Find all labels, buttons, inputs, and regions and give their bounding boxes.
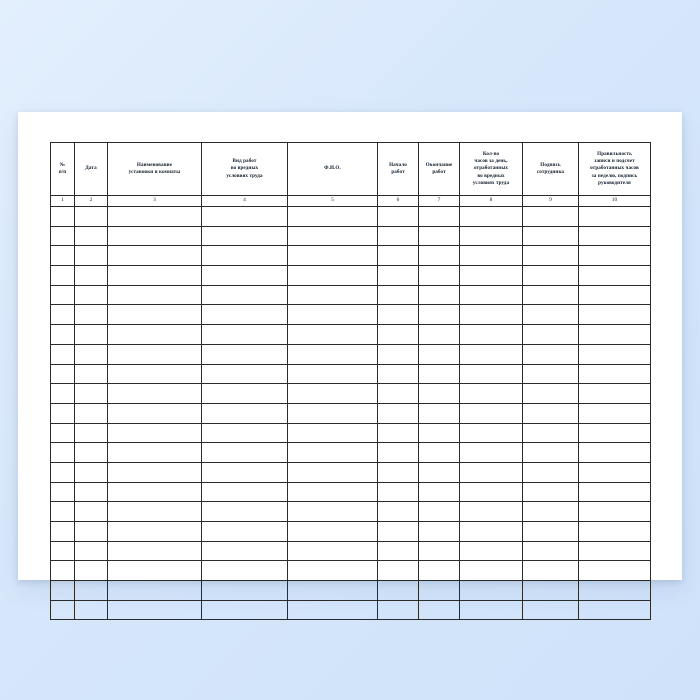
table-cell[interactable] [579, 226, 651, 246]
table-row [51, 305, 651, 325]
column-number-6: 6 [378, 196, 419, 207]
table-cell[interactable] [419, 325, 460, 345]
table-cell[interactable] [288, 305, 378, 325]
table-cell[interactable] [523, 403, 579, 423]
table-cell[interactable] [108, 246, 202, 266]
table-cell[interactable] [579, 403, 651, 423]
table-cell[interactable] [378, 482, 419, 502]
table-cell[interactable] [378, 423, 419, 443]
table-cell[interactable] [460, 384, 523, 404]
table-cell[interactable] [460, 344, 523, 364]
table-cell[interactable] [108, 443, 202, 463]
table-cell[interactable] [579, 423, 651, 443]
table-cell[interactable] [419, 364, 460, 384]
table-cell[interactable] [75, 600, 108, 620]
table-cell[interactable] [202, 285, 288, 305]
table-cell[interactable] [51, 403, 75, 423]
table-cell[interactable] [419, 502, 460, 522]
table-cell[interactable] [419, 600, 460, 620]
table-cell[interactable] [51, 541, 75, 561]
table-row [51, 600, 651, 620]
table-cell[interactable] [108, 581, 202, 601]
table-cell[interactable] [108, 285, 202, 305]
table-cell[interactable] [108, 502, 202, 522]
table-cell[interactable] [75, 403, 108, 423]
table-cell[interactable] [75, 285, 108, 305]
column-number-1: 1 [51, 196, 75, 207]
table-row [51, 423, 651, 443]
table-cell[interactable] [523, 581, 579, 601]
table-cell[interactable] [202, 266, 288, 286]
table-cell[interactable] [378, 561, 419, 581]
table-cell[interactable] [51, 364, 75, 384]
column-number-7: 7 [419, 196, 460, 207]
table-row [51, 384, 651, 404]
table-cell[interactable] [108, 522, 202, 542]
column-header-2: Дата [75, 143, 108, 196]
journal-table [50, 142, 651, 620]
column-number-row [51, 196, 651, 207]
table-cell[interactable] [378, 226, 419, 246]
table-cell[interactable] [460, 600, 523, 620]
table-cell[interactable] [460, 423, 523, 443]
table-cell[interactable] [288, 226, 378, 246]
table-cell[interactable] [419, 581, 460, 601]
column-number-9: 9 [523, 196, 579, 207]
table-row [51, 266, 651, 286]
table-cell[interactable] [75, 266, 108, 286]
table-cell[interactable] [419, 226, 460, 246]
table-cell[interactable] [460, 561, 523, 581]
table-cell[interactable] [75, 541, 108, 561]
table-cell[interactable] [460, 285, 523, 305]
table-cell[interactable] [202, 581, 288, 601]
table-cell[interactable] [202, 403, 288, 423]
table-cell[interactable] [460, 364, 523, 384]
table-cell[interactable] [579, 364, 651, 384]
table-cell[interactable] [378, 266, 419, 286]
column-number-2: 2 [75, 196, 108, 207]
table-cell[interactable] [108, 561, 202, 581]
table-row [51, 482, 651, 502]
table-cell[interactable] [75, 226, 108, 246]
table-cell[interactable] [579, 344, 651, 364]
table-cell[interactable] [523, 266, 579, 286]
table-cell[interactable] [378, 364, 419, 384]
table-cell[interactable] [288, 581, 378, 601]
table-cell[interactable] [378, 285, 419, 305]
table-cell[interactable] [51, 246, 75, 266]
table-cell[interactable] [579, 305, 651, 325]
table-cell[interactable] [378, 462, 419, 482]
column-header-4: Вид работ во вредных условиях труда [202, 143, 288, 196]
table-cell[interactable] [288, 541, 378, 561]
table-cell[interactable] [51, 482, 75, 502]
table-cell[interactable] [523, 364, 579, 384]
table-cell[interactable] [419, 207, 460, 227]
table-cell[interactable] [75, 561, 108, 581]
table-cell[interactable] [523, 207, 579, 227]
table-cell[interactable] [288, 384, 378, 404]
table-row [51, 325, 651, 345]
table-cell[interactable] [460, 482, 523, 502]
table-cell[interactable] [75, 364, 108, 384]
table-cell[interactable] [378, 325, 419, 345]
table-cell[interactable] [523, 246, 579, 266]
table-cell[interactable] [419, 285, 460, 305]
table-cell[interactable] [288, 285, 378, 305]
table-cell[interactable] [378, 305, 419, 325]
column-header-3: Наименование установки и комнаты [108, 143, 202, 196]
table-cell[interactable] [288, 423, 378, 443]
table-cell[interactable] [202, 561, 288, 581]
column-header-7: Окончание работ [419, 143, 460, 196]
journal-table-container [50, 142, 650, 620]
table-row [51, 522, 651, 542]
table-row [51, 285, 651, 305]
table-cell[interactable] [378, 541, 419, 561]
table-cell[interactable] [419, 541, 460, 561]
table-cell[interactable] [523, 285, 579, 305]
column-number-5: 5 [288, 196, 378, 207]
table-cell[interactable] [378, 344, 419, 364]
column-header-1: № п/п [51, 143, 75, 196]
table-cell[interactable] [75, 482, 108, 502]
table-head [51, 143, 651, 207]
table-cell[interactable] [51, 344, 75, 364]
table-cell[interactable] [288, 502, 378, 522]
document-sheet [18, 112, 682, 580]
table-cell[interactable] [419, 266, 460, 286]
table-cell[interactable] [108, 207, 202, 227]
table-cell[interactable] [579, 482, 651, 502]
column-header-9: Подпись сотрудника [523, 143, 579, 196]
table-cell[interactable] [460, 207, 523, 227]
column-number-3: 3 [108, 196, 202, 207]
table-cell[interactable] [579, 600, 651, 620]
table-cell[interactable] [523, 325, 579, 345]
table-cell[interactable] [579, 462, 651, 482]
table-cell[interactable] [202, 305, 288, 325]
table-cell[interactable] [288, 266, 378, 286]
table-cell[interactable] [460, 502, 523, 522]
table-cell[interactable] [523, 384, 579, 404]
table-cell[interactable] [51, 561, 75, 581]
table-cell[interactable] [75, 344, 108, 364]
table-cell[interactable] [579, 443, 651, 463]
table-row [51, 403, 651, 423]
table-cell[interactable] [51, 522, 75, 542]
table-cell[interactable] [419, 344, 460, 364]
table-cell[interactable] [202, 541, 288, 561]
table-row [51, 443, 651, 463]
table-cell[interactable] [75, 502, 108, 522]
table-cell[interactable] [108, 305, 202, 325]
table-cell[interactable] [108, 384, 202, 404]
table-cell[interactable] [288, 403, 378, 423]
table-cell[interactable] [419, 522, 460, 542]
table-cell[interactable] [378, 522, 419, 542]
table-cell[interactable] [460, 541, 523, 561]
table-cell[interactable] [460, 266, 523, 286]
table-row [51, 364, 651, 384]
table-cell[interactable] [523, 600, 579, 620]
table-cell[interactable] [460, 226, 523, 246]
table-cell[interactable] [288, 344, 378, 364]
table-cell[interactable] [460, 443, 523, 463]
table-row [51, 207, 651, 227]
column-header-6: Начало работ [378, 143, 419, 196]
table-cell[interactable] [75, 325, 108, 345]
table-cell[interactable] [108, 344, 202, 364]
table-header-row [51, 143, 651, 196]
table-cell[interactable] [523, 561, 579, 581]
table-cell[interactable] [202, 423, 288, 443]
table-cell[interactable] [419, 443, 460, 463]
table-cell[interactable] [288, 600, 378, 620]
table-cell[interactable] [51, 207, 75, 227]
table-cell[interactable] [75, 305, 108, 325]
table-cell[interactable] [51, 600, 75, 620]
table-cell[interactable] [579, 266, 651, 286]
table-body [51, 207, 651, 620]
table-row [51, 226, 651, 246]
table-cell[interactable] [202, 600, 288, 620]
table-cell[interactable] [523, 502, 579, 522]
table-cell[interactable] [419, 462, 460, 482]
table-cell[interactable] [579, 561, 651, 581]
table-cell[interactable] [75, 581, 108, 601]
table-cell[interactable] [419, 403, 460, 423]
table-cell[interactable] [202, 325, 288, 345]
table-cell[interactable] [523, 226, 579, 246]
table-cell[interactable] [75, 522, 108, 542]
table-cell[interactable] [51, 581, 75, 601]
table-cell[interactable] [51, 423, 75, 443]
table-cell[interactable] [288, 443, 378, 463]
table-cell[interactable] [202, 207, 288, 227]
table-cell[interactable] [51, 226, 75, 246]
table-cell[interactable] [523, 541, 579, 561]
table-cell[interactable] [108, 403, 202, 423]
table-cell[interactable] [288, 522, 378, 542]
table-cell[interactable] [419, 246, 460, 266]
table-cell[interactable] [460, 246, 523, 266]
table-row [51, 246, 651, 266]
table-cell[interactable] [523, 443, 579, 463]
table-cell[interactable] [460, 305, 523, 325]
table-cell[interactable] [202, 502, 288, 522]
table-cell[interactable] [75, 384, 108, 404]
table-row [51, 502, 651, 522]
table-cell[interactable] [378, 502, 419, 522]
table-cell[interactable] [288, 561, 378, 581]
table-cell[interactable] [108, 482, 202, 502]
table-cell[interactable] [202, 384, 288, 404]
table-cell[interactable] [460, 325, 523, 345]
table-cell[interactable] [75, 443, 108, 463]
table-cell[interactable] [378, 207, 419, 227]
table-cell[interactable] [378, 246, 419, 266]
table-cell[interactable] [579, 325, 651, 345]
table-cell[interactable] [75, 246, 108, 266]
table-cell[interactable] [51, 384, 75, 404]
table-row [51, 581, 651, 601]
table-cell[interactable] [288, 482, 378, 502]
table-cell[interactable] [419, 423, 460, 443]
table-cell[interactable] [108, 462, 202, 482]
table-cell[interactable] [108, 541, 202, 561]
table-cell[interactable] [202, 246, 288, 266]
table-cell[interactable] [288, 246, 378, 266]
column-number-4: 4 [202, 196, 288, 207]
table-cell[interactable] [108, 600, 202, 620]
table-cell[interactable] [419, 305, 460, 325]
table-cell[interactable] [523, 305, 579, 325]
table-cell[interactable] [378, 600, 419, 620]
table-cell[interactable] [108, 266, 202, 286]
table-cell[interactable] [108, 364, 202, 384]
table-cell[interactable] [75, 423, 108, 443]
table-cell[interactable] [523, 522, 579, 542]
table-cell[interactable] [378, 443, 419, 463]
table-cell[interactable] [51, 305, 75, 325]
table-cell[interactable] [378, 384, 419, 404]
table-cell[interactable] [378, 581, 419, 601]
table-row [51, 462, 651, 482]
table-cell[interactable] [579, 541, 651, 561]
table-cell[interactable] [51, 502, 75, 522]
table-cell[interactable] [108, 423, 202, 443]
table-row [51, 344, 651, 364]
table-cell[interactable] [523, 344, 579, 364]
table-cell[interactable] [75, 462, 108, 482]
table-cell[interactable] [523, 462, 579, 482]
table-row [51, 561, 651, 581]
column-number-10: 10 [579, 196, 651, 207]
table-cell[interactable] [523, 482, 579, 502]
table-cell[interactable] [288, 364, 378, 384]
table-cell[interactable] [51, 266, 75, 286]
table-cell[interactable] [51, 462, 75, 482]
table-row [51, 541, 651, 561]
table-cell[interactable] [579, 207, 651, 227]
table-cell[interactable] [202, 443, 288, 463]
table-cell[interactable] [51, 443, 75, 463]
table-cell[interactable] [51, 285, 75, 305]
table-cell[interactable] [288, 325, 378, 345]
table-cell[interactable] [75, 207, 108, 227]
table-cell[interactable] [579, 581, 651, 601]
table-cell[interactable] [51, 325, 75, 345]
table-cell[interactable] [579, 246, 651, 266]
table-cell[interactable] [460, 522, 523, 542]
table-cell[interactable] [579, 384, 651, 404]
table-cell[interactable] [202, 522, 288, 542]
table-cell[interactable] [202, 226, 288, 246]
table-cell[interactable] [419, 561, 460, 581]
table-cell[interactable] [460, 403, 523, 423]
table-cell[interactable] [419, 482, 460, 502]
table-cell[interactable] [108, 325, 202, 345]
table-cell[interactable] [460, 581, 523, 601]
table-cell[interactable] [523, 423, 579, 443]
column-header-8: Кол-во часов за день, отработанных во вредных условиях труда [460, 143, 523, 196]
table-cell[interactable] [378, 403, 419, 423]
table-cell[interactable] [579, 285, 651, 305]
column-number-8: 8 [460, 196, 523, 207]
table-cell[interactable] [288, 462, 378, 482]
table-cell[interactable] [202, 482, 288, 502]
table-cell[interactable] [579, 502, 651, 522]
table-cell[interactable] [202, 344, 288, 364]
table-cell[interactable] [460, 462, 523, 482]
table-cell[interactable] [202, 462, 288, 482]
table-cell[interactable] [579, 522, 651, 542]
column-header-5: Ф.И.О. [288, 143, 378, 196]
table-cell[interactable] [288, 207, 378, 227]
table-cell[interactable] [202, 364, 288, 384]
table-cell[interactable] [108, 226, 202, 246]
column-header-10: Правильность записи и подсчет отработанных часов за неделю, подпись руководителя [579, 143, 651, 196]
table-cell[interactable] [419, 384, 460, 404]
